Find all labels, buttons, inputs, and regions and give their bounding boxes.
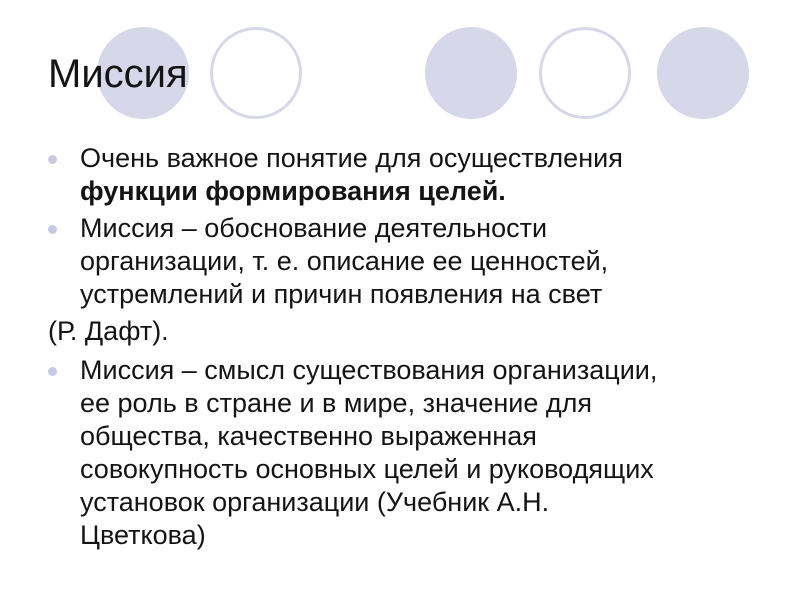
slide-body xyxy=(48,142,788,556)
bullet-line: Цветкова) xyxy=(80,520,206,550)
decorative-circle-filled xyxy=(657,27,749,119)
bullet-line: устремлений и причин появления на свет xyxy=(80,279,603,309)
bullet-dot-icon xyxy=(48,225,57,234)
bullet-line: совокупность основных целей и руководящих xyxy=(80,454,654,484)
bullet-bold-text: функции формирования целей. xyxy=(80,176,506,206)
bullet-line: организации, т. е. описание ее ценностей, xyxy=(80,246,609,276)
bullet-line: общества, качественно выраженная xyxy=(80,421,537,451)
bullet-text: Очень важное понятие для осуществления xyxy=(80,143,623,173)
bullet-line: установок организации (Учебник А.Н. xyxy=(80,487,550,517)
bullet-dot-icon xyxy=(48,155,57,164)
slide-title: Миссия xyxy=(48,52,188,96)
bullet-item xyxy=(48,142,788,208)
decorative-circle-filled xyxy=(425,27,517,119)
bullet-dot-icon xyxy=(48,367,57,376)
bullet-line: Миссия – смысл существования организации, xyxy=(80,355,658,385)
bullet-item xyxy=(48,212,788,311)
decorative-circle-outline xyxy=(210,27,302,119)
source-citation: (Р. Дафт). xyxy=(48,316,169,346)
bullet-item xyxy=(48,354,788,552)
bullet-line: Миссия – обоснование деятельности xyxy=(80,213,548,243)
decorative-circle-outline xyxy=(539,27,631,119)
bullet-line: ее роль в стране и в мире, значение для xyxy=(80,388,593,418)
